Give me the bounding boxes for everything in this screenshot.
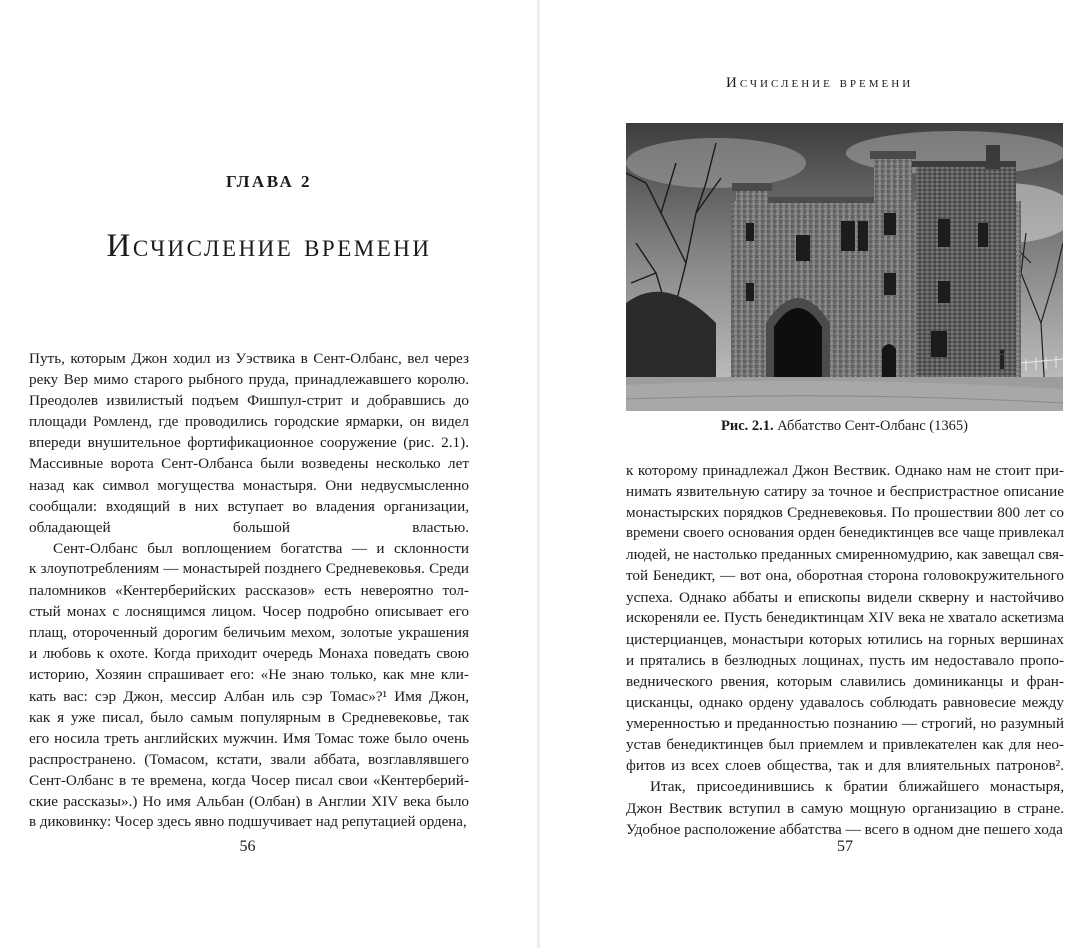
left-body-text: [29, 348, 469, 833]
text-line: искореняли ее. Пусть бенедиктинцам XIV века не хватало аскетизма: [626, 609, 1064, 626]
text-line: Преодолев извилистый подъем Фишпул-стрит и добравшись до: [29, 392, 469, 410]
text-line: реку Вер мимо старого рыбного пруда, принадлежавшего королю.: [29, 371, 469, 389]
text-line: сообщали: входящий в них вступает во владения организации,: [29, 497, 469, 515]
text-line: устав бенедиктинцев был приемлем и привлекателен как для нео-: [626, 736, 1064, 754]
text-line: Путь, которым Джон ходил из Уэствика в Сент-Олбанс, вел через: [29, 350, 469, 367]
text-line: фитов из всех слоев общества, так и для влиятельных патронов².: [626, 757, 1064, 775]
text-line: и любовь к охоте. Когда приходит очередь Монаха поведать свою: [29, 645, 469, 663]
right-body-text: [626, 460, 1064, 840]
text-line: назад как символ могущества монастыря. Они недвусмысленно: [29, 476, 469, 494]
text-line: цистерцианцев, монастыри которых ютились на горных вершинах: [626, 630, 1064, 648]
text-line: веднического рвения, которым славились доминиканцы и фран-: [626, 672, 1064, 690]
text-line: цисканцы, однако ордену удавалось соблюдать равновесие между: [626, 694, 1064, 712]
text-line: Сент-Олбанс был воплощением богатства — и склонности: [53, 539, 469, 557]
text-line: успеха. Однако аббаты и епископы видели скверну и настойчиво: [626, 588, 1064, 606]
running-head: Исчисление времени: [726, 75, 914, 91]
text-line: Сент-Олбанс в те времена, когда Чосер писал свои «Кентерберий-: [29, 771, 469, 789]
page-number-left: 56: [239, 838, 256, 855]
text-line: как я уже писал, было самым популярным в Средневековье, так: [29, 708, 469, 726]
text-line: впереди внушительное фортификационное сооружение (рис. 2.1).: [29, 434, 469, 452]
chapter-label: ГЛАВА 2: [226, 172, 312, 191]
text-line: Джон Вествик вступил в самую мощную организацию в стране.: [626, 799, 1064, 817]
caption-label: Рис. 2.1.: [721, 418, 774, 434]
text-line: нимать язвительную сатиру за точное и беспристрастное описание: [626, 483, 1064, 501]
text-line: кать вас: сэр Джон, мессир Албан иль сэр Томас»?¹ Имя Джон,: [29, 687, 469, 705]
text-line: к злоупотреблениям — монастырей позднего Средневековья. Среди: [29, 560, 469, 577]
text-line: людей, не настолько преданных смиренномудрию, как завещал свя-: [626, 546, 1064, 564]
text-line: Удобное расположение аббатства — всего в одном дне пешего хода: [626, 820, 1063, 838]
text-line: стый монах с лоснящимся лицом. Чосер подробно описывает его: [29, 603, 469, 621]
text-line: Итак, присоединившись к братии ближайшего монастыря,: [650, 778, 1064, 796]
text-line: его носила треть английских мужчин. Имя Томас тоже было очень: [29, 729, 469, 747]
text-line: распространено. (Томасом, кстати, звали аббата, возглавлявшего: [29, 750, 469, 768]
text-line: времени своего основания орден бенедиктинцев все чаще привлекал: [626, 525, 1064, 542]
text-line: умеренностью и преданностью познанию — строгий, но разумный: [626, 715, 1064, 733]
caption-text: Аббатство Сент-Олбанс (1365): [777, 418, 968, 434]
abbey-gatehouse-illustration: [626, 123, 1063, 411]
page-number-right: 57: [837, 838, 853, 855]
text-line: той Бенедикт, — вот она, оборотная сторона головокружительного: [626, 567, 1064, 585]
text-line: площади Ромленд, где проводились городские ярмарки, он видел: [29, 413, 469, 431]
text-line: ские рассказы».) Но имя Альбан (Олбан) в Англии XIV века было: [29, 792, 469, 810]
chapter-title: Исчисление времени: [106, 228, 432, 264]
right-page: [540, 0, 1076, 948]
abbey-photo: [626, 123, 1063, 411]
text-line: Массивные ворота Сент-Олбанса были возведены несколько лет: [29, 455, 469, 473]
text-line: монастырских порядков Средневековья. По прошествии 800 лет со: [626, 504, 1064, 522]
figure-caption: [626, 418, 1063, 435]
text-line: в диковинку: Чосер здесь явно подшучивает над репутацией ордена,: [29, 814, 467, 831]
text-line: паломников «Кентерберийских рассказов» есть невероятно тол-: [29, 582, 469, 600]
text-line: и прятались в безлюдных лощинах, пусть им недоставало пропо-: [626, 651, 1064, 669]
text-line: плащ, отороченный дорогим беличьим мехом, золотые украшения: [29, 624, 469, 642]
text-line: историю, Хозяин спрашивает его: «Не знаю только, как мне кли-: [29, 666, 469, 684]
text-line: обладающей большой властью.: [29, 518, 469, 536]
text-line: к которому принадлежал Джон Вествик. Однако нам не стоит при-: [626, 462, 1064, 479]
